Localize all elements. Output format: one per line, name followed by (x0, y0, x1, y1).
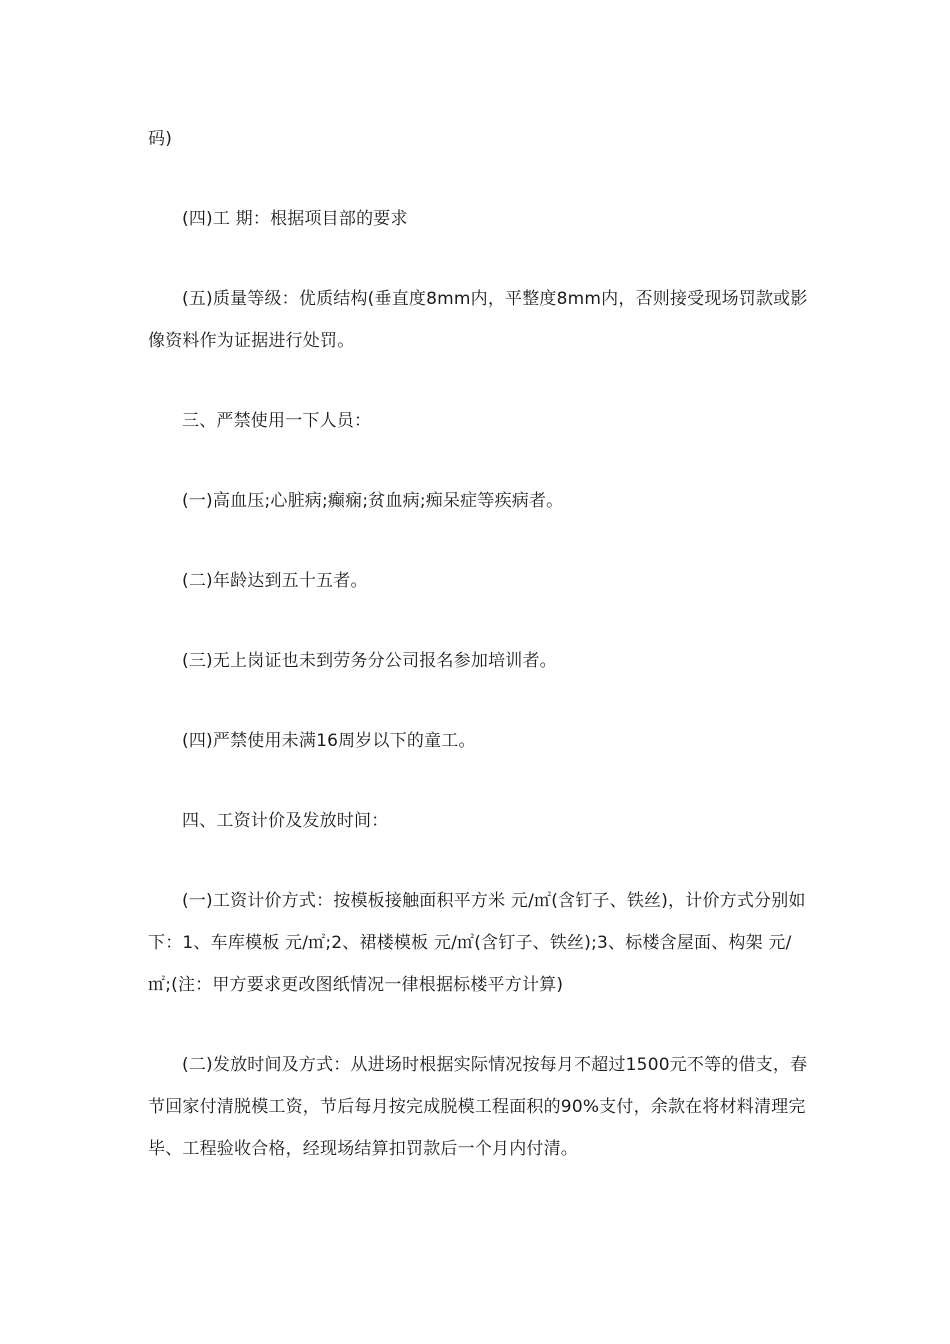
paragraph-certificate: (三)无上岗证也未到劳务分公司报名参加培训者。 (182, 651, 557, 671)
paragraph-age-limit: (二)年龄达到五十五者。 (182, 571, 368, 591)
paragraph-diseases: (一)高血压;心脏病;癫痫;贫血病;痴呆症等疾病者。 (182, 491, 564, 511)
paragraph-continuation: 码) (148, 129, 173, 149)
paragraph-child-labor: (四)严禁使用未满16周岁以下的童工。 (182, 731, 476, 751)
paragraph-wage-calculation: (一)工资计价方式：按模板接触面积平方米 元/㎡(含钉子、铁丝)，计价方式分别如下：1、车库模板 元/㎡;2、裙楼模板 元/㎡(含钉子、铁丝);3、标楼含屋面、构架 元/㎡;(注：甲方要求更改图纸情况一律根据标楼平方计算) (148, 891, 806, 995)
section-heading-wages: 四、工资计价及发放时间： (182, 811, 389, 831)
paragraph-quality-grade: (五)质量等级：优质结构(垂直度8mm内，平整度8mm内，否则接受现场罚款或影像资料作为证据进行处罚。 (148, 289, 808, 351)
section-heading-prohibited-personnel: 三、严禁使用一下人员： (182, 411, 372, 431)
paragraph-duration: (四)工 期：根据项目部的要求 (182, 209, 408, 229)
paragraph-payment-schedule: (二)发放时间及方式：从进场时根据实际情况按每月不超过1500元不等的借支，春节回家付清脱模工资，节后每月按完成脱模工程面积的90%支付，余款在将材料清理完毕、工程验收合格，经现场结算扣罚款后一个月内付清。 (148, 1055, 808, 1159)
